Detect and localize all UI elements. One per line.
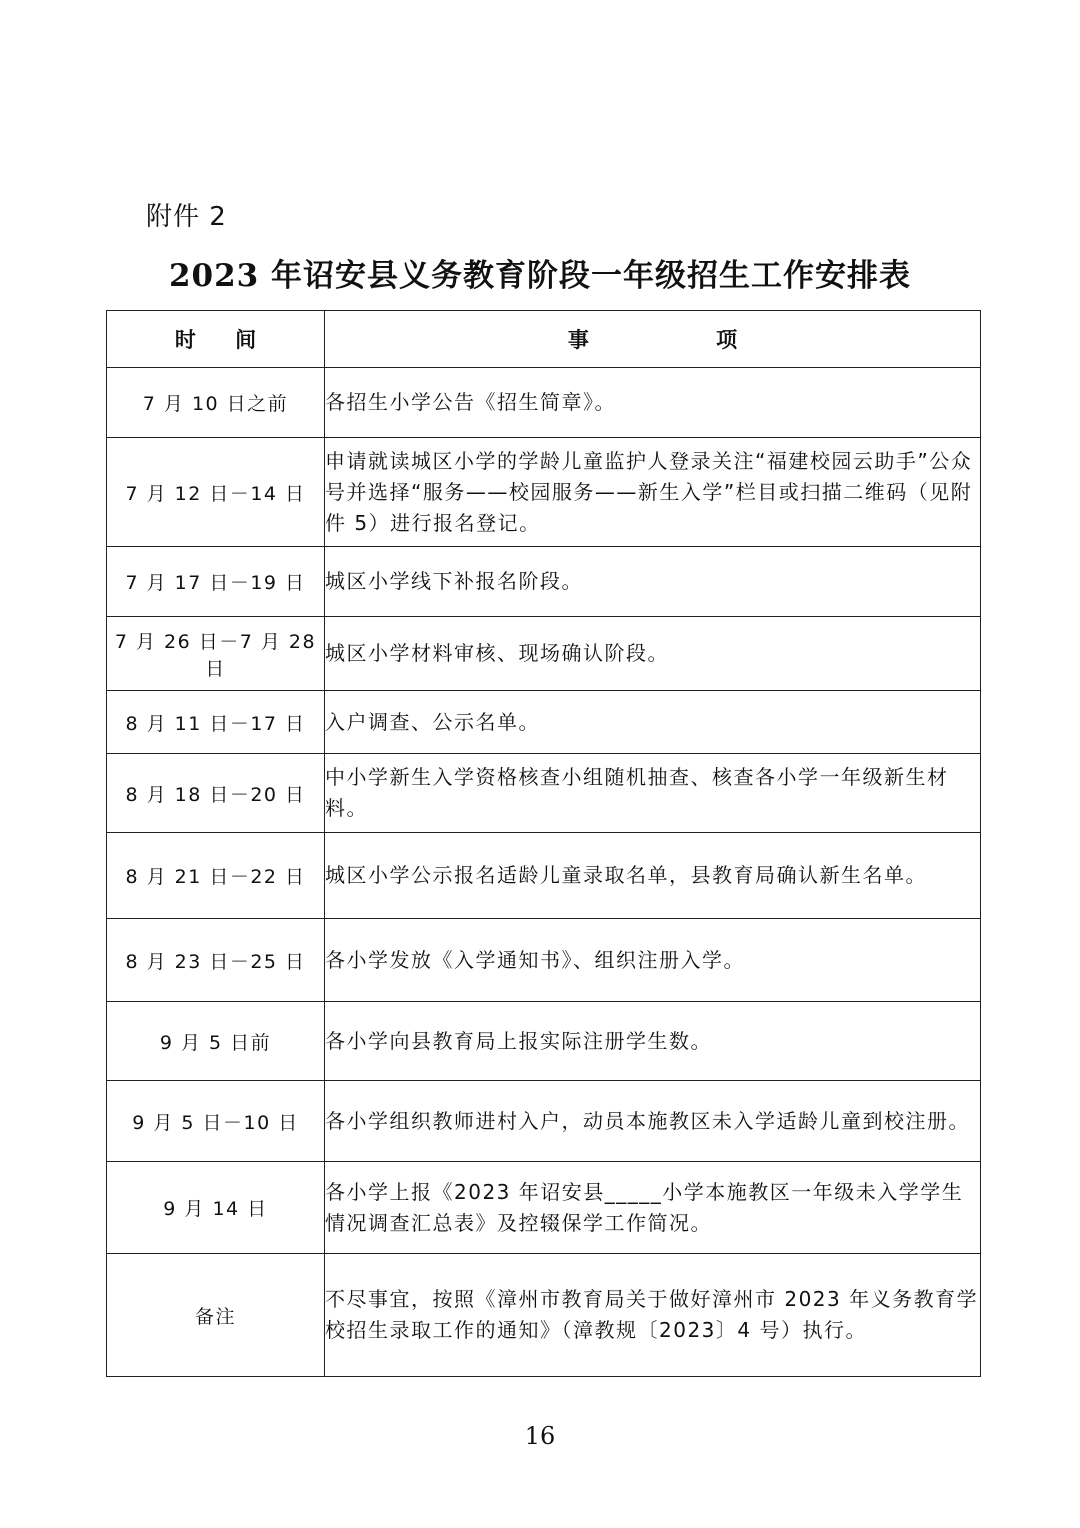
row-item: 申请就读城区小学的学龄儿童监护人登录关注“福建校园云助手”公众号并选择“服务——校园服务——新生入学”栏目或扫描二维码（见附件 5）进行报名登记。 <box>325 438 981 547</box>
row-item: 不尽事宜，按照《漳州市教育局关于做好漳州市 2023 年义务教育学校招生录取工作的通知》（漳教规〔2023〕4 号）执行。 <box>325 1254 981 1377</box>
row-item: 城区小学线下补报名阶段。 <box>325 547 981 617</box>
header-item: 事 项 <box>325 311 981 368</box>
row-time: 9 月 5 日－10 日 <box>107 1081 325 1162</box>
table-row <box>107 691 981 754</box>
attachment-label: 附件 2 <box>146 202 227 232</box>
table-row <box>107 833 981 919</box>
row-item: 中小学新生入学资格核查小组随机抽查、核查各小学一年级新生材料。 <box>325 754 981 833</box>
row-time: 7 月 12 日－14 日 <box>107 438 325 547</box>
table-row <box>107 919 981 1002</box>
schedule-table <box>106 310 981 1377</box>
row-time: 8 月 21 日－22 日 <box>107 833 325 919</box>
document-title: 2023 年诏安县义务教育阶段一年级招生工作安排表 <box>168 258 912 294</box>
header-time: 时 间 <box>107 311 325 368</box>
row-item: 城区小学材料审核、现场确认阶段。 <box>325 617 981 691</box>
row-time: 8 月 23 日－25 日 <box>107 919 325 1002</box>
row-item: 各小学向县教育局上报实际注册学生数。 <box>325 1002 981 1081</box>
table-row <box>107 1081 981 1162</box>
row-time: 9 月 14 日 <box>107 1162 325 1254</box>
row-item: 各小学发放《入学通知书》、组织注册入学。 <box>325 919 981 1002</box>
row-time: 7 月 26 日－7 月 28 日 <box>107 617 325 691</box>
row-item: 各招生小学公告《招生简章》。 <box>325 368 981 438</box>
table-row <box>107 438 981 547</box>
row-time: 7 月 17 日－19 日 <box>107 547 325 617</box>
row-time: 9 月 5 日前 <box>107 1002 325 1081</box>
table-row <box>107 754 981 833</box>
table-row <box>107 368 981 438</box>
row-item: 各小学上报《2023 年诏安县_____小学本施教区一年级未入学学生情况调查汇总表》及控辍保学工作简况。 <box>325 1162 981 1254</box>
row-time: 8 月 18 日－20 日 <box>107 754 325 833</box>
row-time: 7 月 10 日之前 <box>107 368 325 438</box>
row-item: 各小学组织教师进村入户，动员本施教区未入学适龄儿童到校注册。 <box>325 1081 981 1162</box>
table-header-row <box>107 311 981 368</box>
table-row <box>107 1002 981 1081</box>
table-row <box>107 617 981 691</box>
row-item: 入户调查、公示名单。 <box>325 691 981 754</box>
page-number: 16 <box>524 1422 556 1450</box>
table-row <box>107 547 981 617</box>
table-row <box>107 1162 981 1254</box>
table-row <box>107 1254 981 1377</box>
row-time: 8 月 11 日－17 日 <box>107 691 325 754</box>
row-time: 备注 <box>107 1254 325 1377</box>
row-item: 城区小学公示报名适龄儿童录取名单，县教育局确认新生名单。 <box>325 833 981 919</box>
